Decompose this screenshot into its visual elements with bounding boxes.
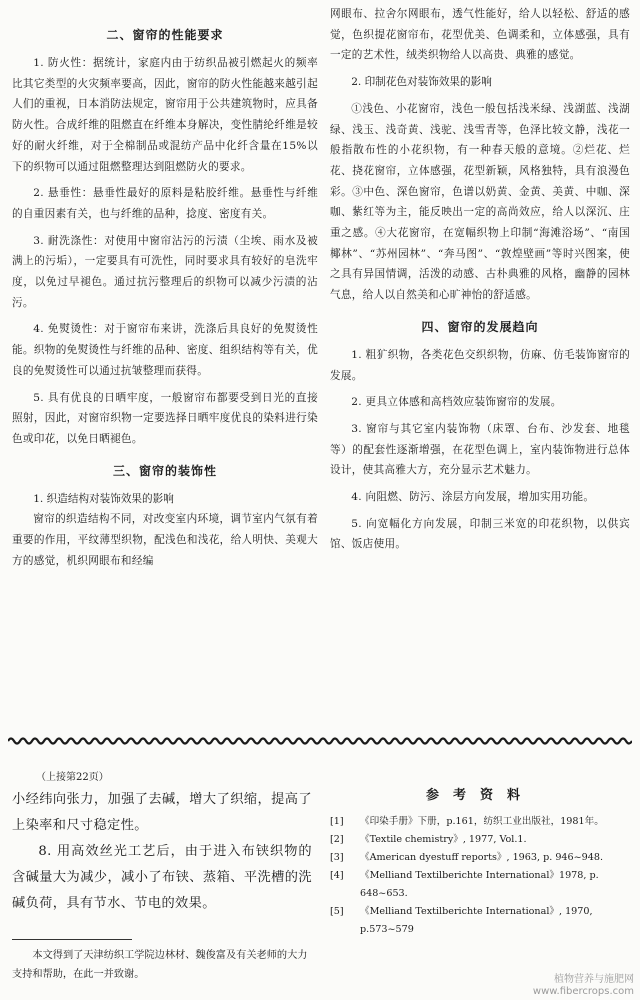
wavy-divider bbox=[8, 736, 632, 746]
reference-text: 《American dyestuff reports》, 1963, p. 946~948. bbox=[360, 852, 604, 863]
reference-text: 《Melliand Textilberichte International》, 1970, p.573~579 bbox=[360, 906, 593, 935]
reference-number: [5] bbox=[330, 906, 344, 917]
trend-item: 3. 窗帘与其它室内装饰物（床罩、台布、沙发套、地毯等）的配套性逐渐增强，在花型色调上，室内装饰物进行总体设计，使其高雅大方，充分显示艺术魅力。 bbox=[330, 422, 630, 477]
left-column bbox=[12, 26, 318, 571]
reference-item bbox=[330, 831, 630, 849]
watermark-site-name: 植物营养与施肥网 bbox=[554, 974, 634, 985]
references-section bbox=[330, 784, 630, 939]
trend-item: 4. 向阻燃、防污、涂层方向发展，增加实用功能。 bbox=[351, 491, 595, 504]
section-heading-performance: 二、窗帘的性能要求 bbox=[106, 28, 224, 42]
acknowledgement: 本文得到了天津纺织工学院边林材、魏俊富及有关老师的大力支持和帮助，在此一并致谢。 bbox=[12, 950, 308, 980]
reference-text: 《Melliand Textilberichte International》1978, p. 648~653. bbox=[360, 870, 599, 899]
paragraph-washability: 3. 耐洗涤性：对使用中窗帘沾污的污渍（尘埃、雨水及被满上的污垢），一定要具有可洗性，同时要求具有较好的皂洗牢度，以免过早褪色。通过抗污整理后的织物可以减少污渍的沾污。 bbox=[12, 234, 318, 309]
references-list bbox=[330, 813, 630, 939]
bottom-left-column bbox=[12, 768, 312, 984]
reference-item bbox=[330, 903, 630, 939]
watermark bbox=[533, 974, 634, 998]
reference-text: 《印染手册》下册，p.161，纺织工业出版社，1981年。 bbox=[360, 816, 604, 827]
reference-number: [1] bbox=[330, 816, 344, 827]
trend-item: 2. 更具立体感和高档效应装饰窗帘的发展。 bbox=[351, 396, 562, 409]
subheading-weave-structure: 1. 织造结构对装饰效果的影响 bbox=[33, 492, 174, 505]
section-heading-decorative: 三、窗帘的装饰性 bbox=[112, 463, 217, 478]
watermark-url: www.fibercrops.com bbox=[532, 986, 634, 997]
reference-number: [3] bbox=[330, 852, 344, 863]
paragraph-no-iron: 4. 免熨烫性：对于窗帘布来讲，洗涤后具良好的免熨烫性能。织物的免熨烫性与纤维的品种、密度、组织结构等有关，优良的免熨烫性可以通过抗皱整理而获得。 bbox=[12, 323, 318, 377]
paragraph-tension: 小经纬向张力，加强了去碱，增大了织缩，提高了上染率和尺寸稳定性。 bbox=[12, 792, 312, 833]
paragraph-mesh-continued: 网眼布、拉舍尔网眼布，透气性能好，给人以轻松、舒适的感觉，色织提花窗帘布，花型优美、色调柔和，立体感强，具有一定的艺术性，绒类织物给人以高贵、典雅的感觉。 bbox=[330, 8, 630, 62]
section-heading-trends: 四、窗帘的发展趋向 bbox=[421, 319, 539, 334]
reference-item bbox=[330, 867, 630, 903]
continued-from-note: （上接第22页） bbox=[36, 772, 109, 783]
paragraph-drape: 2. 悬垂性：悬垂性最好的原料是粘胶纤维。悬垂性与纤维的自重因素有关，也与纤维的品种，捻度、密度有关。 bbox=[12, 187, 318, 220]
right-column bbox=[330, 4, 630, 555]
reference-item bbox=[330, 849, 630, 867]
subheading-print-color: 2. 印制花色对装饰效果的影响 bbox=[351, 76, 492, 89]
trend-item: 1. 粗犷织物，各类花色交织织物，仿麻、仿毛装饰窗帘的发展。 bbox=[330, 348, 630, 382]
trend-item: 5. 向宽幅化方向发展，印制三米宽的印花织物，以供宾馆、饭店使用。 bbox=[330, 517, 630, 551]
reference-item bbox=[330, 813, 630, 831]
footnote-rule bbox=[12, 939, 132, 940]
paragraph-weave-effect: 窗帘的织造结构不同，对改变室内环境，调节室内气氛有着重要的作用，平纹薄型织物，配浅色和浅花，给人明快、美观大方的感觉，机织网眼布和经编 bbox=[12, 513, 318, 567]
references-title: 参考资料 bbox=[425, 788, 534, 803]
paragraph-mercerizing: 8. 用高效丝光工艺后，由于进入布铗织物的含碱量大为减少，减小了布铗、蒸箱、平洗槽的洗碱负荷，具有节水、节电的效果。 bbox=[12, 844, 312, 911]
paragraph-fire-resistance: 1. 防火性：据统计，家庭内由于纺织品被引燃起火的频率比其它类型的火灾频率要高，因此，窗帘的防火性能越来越引起人们的重视，日本消防法规定，窗帘用于公共建筑物时，应具备防火性。合成纤维的阻燃直在纤维本身解决，变性腈纶纤维是较好的耐火纤维，对于全棉制品或混纺产品中化纤含量在15%以下的织物可以通过阻燃整理达到阻燃防火的要求。 bbox=[12, 57, 318, 173]
paragraph-light-fastness: 5. 具有优良的日晒牢度，一般窗帘布都要受到日光的直接照射，因此，对窗帘织物一定要选择日晒牢度优良的染料进行染色或印花，以免日晒褪色。 bbox=[12, 391, 318, 445]
reference-text: 《Textile chemistry》, 1977, Vol.1. bbox=[360, 834, 527, 845]
reference-number: [2] bbox=[330, 834, 344, 845]
reference-number: [4] bbox=[330, 870, 344, 881]
paragraph-print-styles: ①浅色、小花窗帘，浅色一般包括浅米绿、浅湖蓝、浅湖绿、浅玉、浅奇黄、浅驼、浅雪青等，色泽比较文静，浅花一般指散布性的小花织物，有一种春天般的意境。②烂花、烂花、挠花窗帘，立体感强，花型新颖，风格独特，具有浪漫色彩。③中色、深色窗帘，色谱以奶黄、金黄、美黄、中咖、深咖、紫红等为主，能反映出一定的高尚效应，给人以深沉、庄重之感。④大花窗帘，在宽幅织物上印制“海滩浴场”、“南国椰林”、“苏州园林”、“奔马图”、“敦煌壁画”等时兴图案，使之具有异国情调，活泼的动感、古朴典雅的风格，幽静的园林气息，给人以自然美和心旷神怡的舒适感。 bbox=[330, 102, 630, 302]
